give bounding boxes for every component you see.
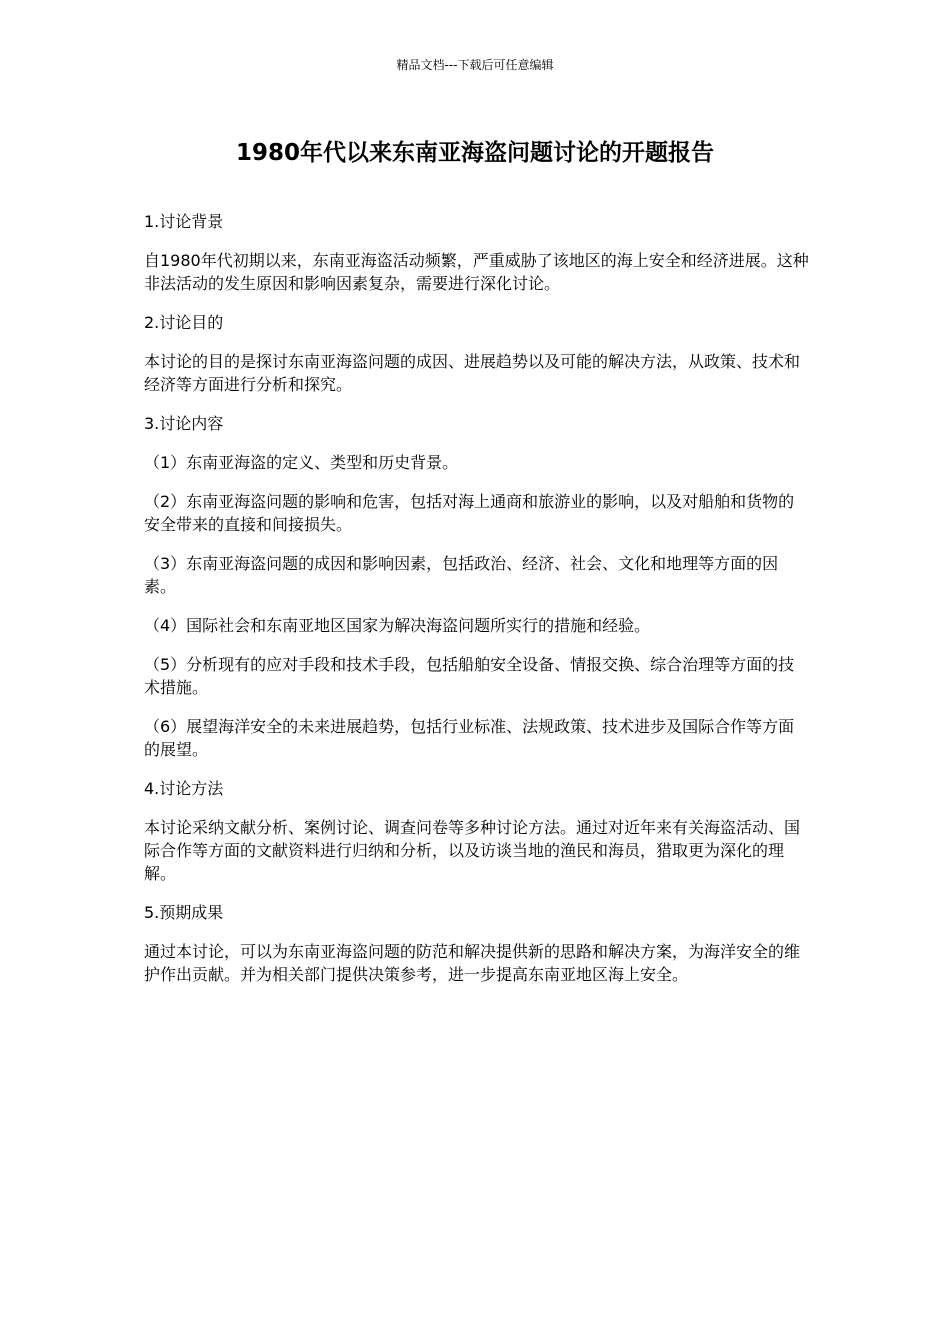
section-method: [144, 777, 809, 885]
section-expected-results: [144, 901, 809, 986]
section-heading: 2.讨论目的: [144, 313, 224, 332]
section-heading: 3.讨论内容: [144, 414, 224, 433]
list-item: （1）东南亚海盗的定义、类型和历史背景。: [144, 453, 459, 472]
paragraph: 通过本讨论，可以为东南亚海盗问题的防范和解决提供新的思路和解决方案，为海洋安全的维护作出贡献。并为相关部门提供决策参考，进一步提高东南亚地区海上安全。: [144, 942, 801, 984]
section-heading: 1.讨论背景: [144, 212, 224, 231]
list-item: （4）国际社会和东南亚地区国家为解决海盗问题所实行的措施和经验。: [144, 616, 651, 635]
list-item: （6）展望海洋安全的未来进展趋势，包括行业标准、法规政策、技术进步及国际合作等方面的展望。: [144, 717, 795, 759]
section-heading: 4.讨论方法: [144, 779, 224, 798]
section-content: [144, 412, 809, 761]
paragraph: 本讨论的目的是探讨东南亚海盗问题的成因、进展趋势以及可能的解决方法，从政策、技术和经济等方面进行分析和探究。: [144, 352, 801, 394]
section-heading: 5.预期成果: [144, 903, 224, 922]
list-item: （2）东南亚海盗问题的影响和危害，包括对海上通商和旅游业的影响，以及对船舶和货物的安全带来的直接和间接损失。: [144, 492, 795, 534]
paragraph: 本讨论采纳文献分析、案例讨论、调查问卷等多种讨论方法。通过对近年来有关海盗活动、国际合作等方面的文献资料进行归纳和分析，以及访谈当地的渔民和海员，猎取更为深化的理解。: [144, 818, 801, 883]
document-title: 1980年代以来东南亚海盗问题讨论的开题报告: [235, 140, 714, 166]
section-background: [144, 210, 809, 295]
list-item: （5）分析现有的应对手段和技术手段，包括船舶安全设备、情报交换、综合治理等方面的技术措施。: [144, 655, 795, 697]
page-header-note: 精品文档---下载后可任意编辑: [396, 58, 554, 72]
paragraph: 自1980年代初期以来，东南亚海盗活动频繁，严重威胁了该地区的海上安全和经济进展。这种非法活动的发生原因和影响因素复杂，需要进行深化讨论。: [144, 251, 809, 293]
document-body: [144, 210, 809, 1002]
section-purpose: [144, 311, 809, 396]
list-item: （3）东南亚海盗问题的成因和影响因素，包括政治、经济、社会、文化和地理等方面的因素。: [144, 554, 779, 596]
